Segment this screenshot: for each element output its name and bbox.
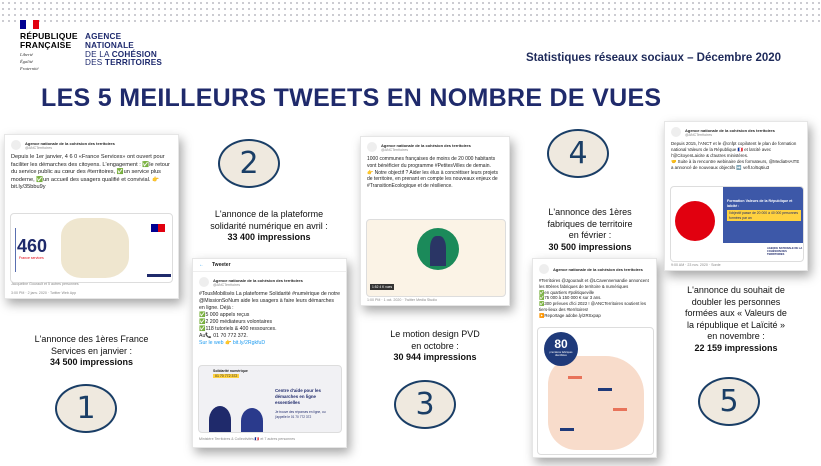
- rank-badge-3: 3: [394, 380, 456, 429]
- caption-line: Services en janvier :: [50, 345, 133, 356]
- report-subtitle: Statistiques réseaux sociaux – Décembre 2020: [526, 52, 782, 64]
- tweet-text-line: 👉 Notre objectif ? Aider les élus à concrétiser leurs projets de territoire, en prenant en compte les nouveaux enjeux de #TransitionEcologique et de résilience.: [367, 169, 499, 190]
- dotted-header-band: [0, 0, 821, 22]
- caption-line: la république et Laïcité »: [686, 319, 786, 330]
- image-footer-bar: [147, 274, 171, 277]
- tweet-text-line: #TousMobilisés La plateforme Solidarité #numérique de notre @MissionSoNum aide les usagers à faire leurs démarches en ligne. Déjà :: [199, 291, 341, 311]
- illustration-person-1: [209, 406, 231, 433]
- tweet-text-line: Au📞 01 70 772 372.: [199, 333, 248, 339]
- caption-line: en février :: [568, 230, 612, 240]
- avatar: [367, 142, 377, 152]
- anct-line-3b: COHÉSION: [111, 49, 157, 59]
- map-france: [548, 356, 644, 450]
- caption-line: formées aux « Valeurs de: [685, 308, 787, 318]
- tweet-image-fabriques-map: [537, 327, 654, 455]
- motto-egalite: Égalité: [20, 59, 33, 64]
- big-number-circle: [544, 332, 578, 366]
- anct-line-4a: DES: [85, 58, 105, 68]
- tweet-text-line: ✅75 000 à 150 000 € sur 3 ans.: [539, 295, 602, 301]
- image-big-number: 460: [17, 236, 48, 256]
- tweet-image-valeurs-republique: [670, 186, 804, 262]
- tweet-text-line: ✅118 tutoriels & 400 ressources.: [199, 326, 277, 332]
- map-label-red: [568, 376, 582, 379]
- marianne-rooster-illustration: [675, 201, 715, 241]
- tweet-account: Agence nationale de la cohésion des territoires: [25, 140, 115, 146]
- tweet-text-line: ✅5 000 appels reçus: [199, 312, 250, 318]
- tweet-image-france-services-map: [10, 213, 173, 283]
- rank-badge-5: 5: [698, 377, 760, 426]
- tweet-meta: 3:00 PM · 2 janv. 2020 · Twitter Web App: [11, 291, 77, 295]
- caption-line: en novembre :: [707, 331, 765, 341]
- caption-line: solidarité numérique en avril :: [210, 220, 328, 231]
- tweet-likes: Jacqueline Gourault et 5 autres personnes: [11, 282, 79, 286]
- image-label: France services: [19, 256, 44, 260]
- page-title: LES 5 MEILLEURS TWEETS EN NOMBRE DE VUES: [41, 84, 662, 112]
- image-label: premières fabriques identifiées: [549, 351, 573, 357]
- map-label-blue: [598, 388, 612, 391]
- rf-line-1: RÉPUBLIQUE: [20, 31, 78, 41]
- anct-line-1: AGENCE: [85, 32, 122, 41]
- tweet-account: Agence nationale de la cohésion des territoires: [685, 127, 775, 133]
- tweet-likes: Ministère Territoires & Collectivités 🇫🇷 et 7 autres personnes: [199, 437, 296, 441]
- france-services-logo: [151, 224, 165, 232]
- anct-line-3a: DE LA: [85, 49, 112, 59]
- map-label-red: [613, 408, 627, 411]
- france-map: [61, 218, 129, 278]
- caption-line: Le motion design PVD: [390, 329, 480, 339]
- tweet-text-line: Depuis 2015, l'ANCT et le @cnfpt copilotent le plan de formation national Valeurs de la République 🇫🇷 et laïcité avec l'@CitoyenLaicite & d'autres ministères.: [671, 141, 797, 158]
- tweet-text-line: ✅en quartiers #politiqueville: [539, 289, 595, 295]
- video-duration-badge: 1:52 4 K vues: [372, 285, 393, 289]
- rank-badge-2: 2: [218, 139, 280, 188]
- tweet-text-line: #Territoires @Jgourault et @LCavennemandie annoncent les 80ères fabriques de territoire & numériques: [539, 278, 649, 289]
- tweet-handle: @ANCTerritoires: [25, 145, 53, 150]
- caption-5: [664, 285, 808, 354]
- avatar: [539, 264, 549, 274]
- caption-line: L'annonce du souhait de: [687, 285, 785, 295]
- tweet-card-3: [360, 136, 510, 306]
- tweet-handle: @ANCTerritoires: [685, 132, 713, 137]
- tweet-card-1: [4, 134, 179, 299]
- caption-line: fabriques de territoire: [547, 218, 633, 229]
- tweet-card-4: [532, 258, 657, 458]
- caption-2: [186, 209, 352, 244]
- tweet-account: Agence nationale de la cohésion des territoires: [213, 277, 303, 283]
- tweet-header-label: Tweeter: [212, 262, 231, 268]
- tweet-meta: 1:00 PM · 1 oct. 2020 · Twitter Media Studio: [367, 298, 438, 302]
- tweet-text-line: ✅2 200 médiateurs volontaires: [199, 319, 273, 325]
- image-phone: 01 70 772 372: [215, 374, 238, 378]
- anct-logo: [85, 33, 162, 68]
- tweet-image-solidarite-numerique: [198, 365, 342, 433]
- caption-4: [522, 207, 658, 253]
- avatar: [199, 277, 209, 287]
- anct-line-2: NATIONALE: [85, 40, 134, 50]
- back-arrow-icon[interactable]: ←: [199, 262, 204, 268]
- avatar: [11, 140, 21, 150]
- image-title: Formation Valeurs de la République et laïcité :: [727, 199, 793, 208]
- tweet-text-line: 🤝 Suite à la rencontre webinaire des formateurs, @MediatHAITE a annoncé de nouveaux objectifs ➡️ vefl.to/5q6iu3: [671, 159, 800, 170]
- tweet-meta: 9:00 AM · 23 nov. 2020 · Sorde: [671, 263, 721, 267]
- impressions-count: 22 159 impressions: [694, 342, 778, 353]
- image-big-number: 80: [554, 337, 568, 351]
- impressions-count: 34 500 impressions: [49, 357, 134, 367]
- illustration-person-2: [241, 408, 263, 433]
- mayor-figure: [430, 236, 446, 266]
- tweet-card-2: [192, 258, 347, 448]
- image-brand: Solidarité numérique: [213, 369, 248, 373]
- info-panel: [723, 187, 804, 243]
- tweet-text: Depuis le 1er janvier, 4 6 0 «France Services» ont ouvert pour faciliter les démarches des citoyens. L'engagement : ✅le retour du service public au cœur des #territoires, ✅un service plus moderne, ✅un accueil des usagers qualifié et convivial. 👉 bit.ly/35bbu9y: [11, 154, 170, 191]
- motto-fraternite: Fraternité: [20, 66, 39, 71]
- french-flag-icon: [20, 20, 39, 29]
- image-highlight: l'objectif passe de 20 000 à 40 000 personnes formées par an: [727, 210, 801, 221]
- anct-line-4b: TERRITOIRES: [104, 58, 163, 68]
- image-headline: Centre d'aide pour les démarches en ligne essentielles: [275, 388, 321, 405]
- motto-liberte: Liberté: [20, 52, 33, 57]
- tweet-text-line: ✅300 prévues d'ici 2022 ! @ANCTerritoires soutient les tiers-lieux des #territoires!: [539, 301, 647, 312]
- caption-line: L'annonce des 1ères France: [34, 334, 149, 344]
- caption-line: L'annonce des 1ères: [548, 207, 632, 217]
- tweet-account: Agence nationale de la cohésion des territoires: [553, 266, 643, 272]
- impressions-count: 30 944 impressions: [393, 352, 477, 362]
- tweet-handle: @ANCTerritoires: [381, 147, 409, 152]
- rank-badge-4: 4: [547, 129, 609, 178]
- impressions-count: 30 500 impressions: [548, 241, 632, 252]
- caption-3: [355, 329, 515, 364]
- map-label-blue: [560, 428, 574, 431]
- tweet-account: Agence nationale de la cohésion des territoires: [381, 142, 471, 148]
- anct-mini-logo: AGENCE NATIONALE DE LA COHÉSION DES TERRITOIRES: [767, 247, 803, 256]
- rank-badge-1: 1: [55, 384, 117, 433]
- caption-line: doubler les personnes: [691, 296, 781, 307]
- rf-line-2: FRANÇAISE: [20, 40, 72, 50]
- tweet-card-5: [664, 121, 808, 271]
- tweet-video-pvd[interactable]: [366, 219, 506, 297]
- avatar: [671, 127, 681, 137]
- image-subtext: Je trouve des réponses en ligne, ou j'appelle le 01 70 772 372: [275, 410, 326, 419]
- tweet-link[interactable]: Sur le web 👉 bit.ly/2RgkfuD: [199, 340, 266, 346]
- tweet-text-line: ▶️Reportage adobe.ly/2RSxpap: [539, 312, 601, 318]
- caption-1: [4, 334, 179, 369]
- impressions-count: 33 400 impressions: [227, 232, 311, 242]
- caption-line: en octobre :: [411, 340, 459, 351]
- tweet-handle: @ANCTerritoires: [213, 282, 241, 287]
- republique-francaise-logo: [20, 20, 80, 71]
- caption-line: L'annonce de la plateforme: [214, 209, 324, 219]
- tweet-text-line: 1000 communes françaises de moins de 20 000 habitants vont bénéficier du programme #PetitesVilles de demain.: [367, 156, 496, 169]
